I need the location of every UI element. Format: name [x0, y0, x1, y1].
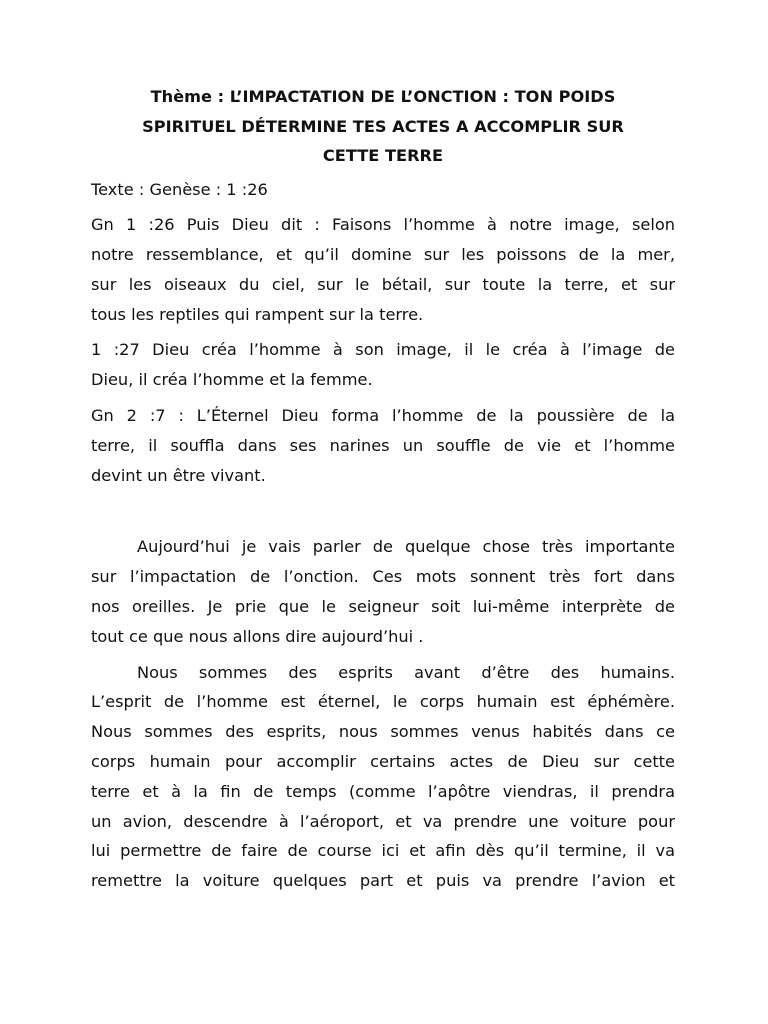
text-line: tous les reptiles qui rampent sur la terre. [91, 304, 424, 324]
title-line: Thème : L’IMPACTATION DE L’ONCTION : TON POIDS [150, 87, 616, 106]
blank-space [91, 496, 675, 532]
document-title [91, 82, 675, 171]
verse-gn-1-26 [91, 210, 675, 329]
text-line: Aujourd’hui je vais parler de quelque chose très importante [137, 537, 675, 557]
text-line: tout ce que nous allons dire aujourd’hui . [91, 626, 424, 646]
text-line: nos oreilles. Je prie que le seigneur soit lui-même interprète de [91, 597, 675, 617]
text-line: Dieu, il créa l’homme et la femme. [91, 370, 373, 390]
text-line: Gn 2 :7 : L’Éternel Dieu forma l’homme de la poussière de la [91, 406, 675, 426]
text-line: sur l’impactation de l’onction. Ces mots sonnent très fort dans [91, 567, 675, 587]
text-line: terre, il souffla dans ses narines un souffle de vie et l’homme [91, 435, 675, 455]
text-line: Nous sommes des esprits, nous sommes venus habités dans ce [91, 722, 675, 742]
verse-1-27 [91, 335, 675, 395]
text-line: remettre la voiture quelques part et puis va prendre l’avion et [91, 871, 675, 891]
text-line: corps humain pour accomplir certains actes de Dieu sur cette [91, 752, 675, 772]
document-page [91, 82, 675, 902]
text-line: terre et à la fin de temps (comme l’apôtre viendras, il prendra [91, 781, 675, 801]
text-line: un avion, descendre à l’aéroport, et va prendre une voiture pour [91, 811, 675, 831]
text-line: L’esprit de l’homme est éternel, le corps humain est éphémère. [91, 692, 675, 712]
text-reference: Texte : Genèse : 1 :26 [91, 179, 268, 199]
text-line: 1 :27 Dieu créa l’homme à son image, il le créa à l’image de [91, 340, 675, 360]
title-line: SPIRITUEL DÉTERMINE TES ACTES A ACCOMPLIR SUR [142, 116, 624, 136]
paragraph-esprits [91, 658, 675, 896]
text-line: Gn 1 :26 Puis Dieu dit : Faisons l’homme à notre image, selon [91, 215, 675, 235]
text-line: devint un être vivant. [91, 465, 266, 485]
text-line: notre ressemblance, et qu’il domine sur les poissons de la mer, [91, 245, 675, 265]
text-line: lui permettre de faire de course ici et afin dès qu’il termine, il va [91, 841, 675, 861]
verse-gn-2-7 [91, 401, 675, 490]
title-line: CETTE TERRE [322, 146, 444, 165]
text-line: sur les oiseaux du ciel, sur le bétail, sur toute la terre, et sur [91, 274, 675, 294]
paragraph-introduction [91, 532, 675, 651]
text-line: Nous sommes des esprits avant d’être des humains. [137, 662, 675, 682]
